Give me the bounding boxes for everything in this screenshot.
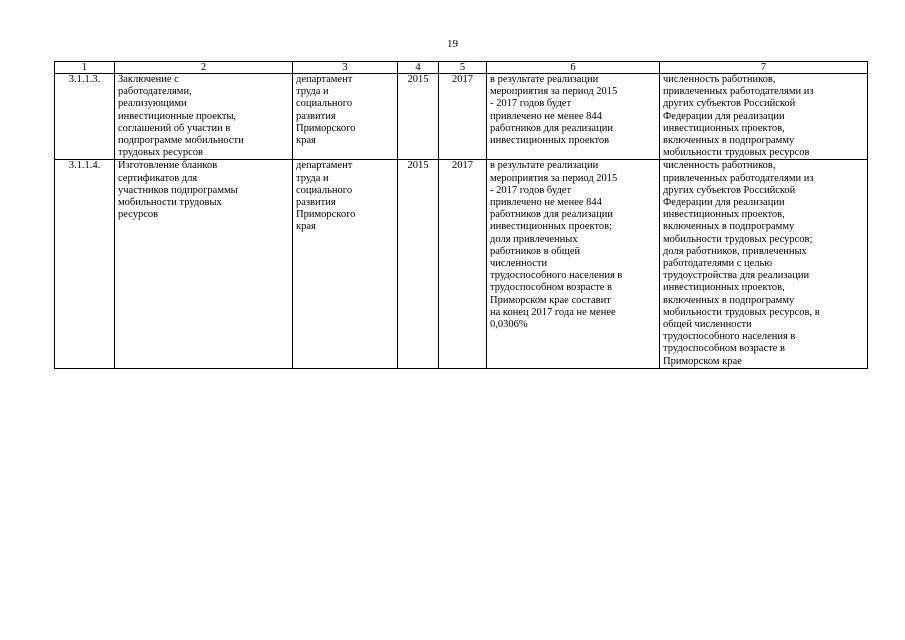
table-row — [55, 74, 868, 160]
end-year: 2017 — [439, 74, 487, 160]
expected-result: в результате реализации мероприятия за период 2015 - 2017 годов будет привлечено не менее 844 работников для реализации инвестиционных проектов; доля привлеченных работников в общей численности трудоспособного населения в трудоспособном возрасте в Приморском крае составит на конец 2017 года не менее 0,0306% — [487, 160, 660, 368]
header-cell-7: 7 — [660, 62, 868, 74]
header-cell-2: 2 — [115, 62, 293, 74]
start-year: 2015 — [398, 74, 439, 160]
header-cell-1: 1 — [55, 62, 115, 74]
indicator: численность работников, привлеченных работодателями из других субъектов Российской Федерации для реализации инвестиционных проектов, включенных в подпрограмму мобильности трудовых ресурсов; доля работников, привлеченных работодателями с целью трудоустройства для реализации инвестиционных проектов, включенных в подпрограмму мобильности трудовых ресурсов, в общей численности трудоспособного населения в трудоспособном возрасте в Приморском крае — [660, 160, 868, 368]
header-cell-5: 5 — [439, 62, 487, 74]
start-year: 2015 — [398, 160, 439, 368]
expected-result: в результате реализации мероприятия за период 2015 - 2017 годов будет привлечено не менее 844 работников для реализации инвестиционных проектов — [487, 74, 660, 160]
row-number: 3.1.1.4. — [55, 160, 115, 368]
event-name: Заключение с работодателями, реализующими инвестиционные проекты, соглашений об участии в подпрограмме мобильности трудовых ресурсов — [115, 74, 293, 160]
executor: департамент труда и социального развития Приморского края — [293, 74, 398, 160]
header-row — [55, 62, 868, 74]
indicator: численность работников, привлеченных работодателями из других субъектов Российской Федерации для реализации инвестиционных проектов, включенных в подпрограмму мобильности трудовых ресурсов — [660, 74, 868, 160]
header-cell-4: 4 — [398, 62, 439, 74]
end-year: 2017 — [439, 160, 487, 368]
header-cell-6: 6 — [487, 62, 660, 74]
executor: департамент труда и социального развития Приморского края — [293, 160, 398, 368]
row-number: 3.1.1.3. — [55, 74, 115, 160]
page-number: 19 — [447, 38, 458, 50]
table-row — [55, 160, 868, 368]
header-cell-3: 3 — [293, 62, 398, 74]
program-table — [54, 61, 868, 369]
event-name: Изготовление бланков сертификатов для участников подпрограммы мобильности трудовых ресурсов — [115, 160, 293, 368]
